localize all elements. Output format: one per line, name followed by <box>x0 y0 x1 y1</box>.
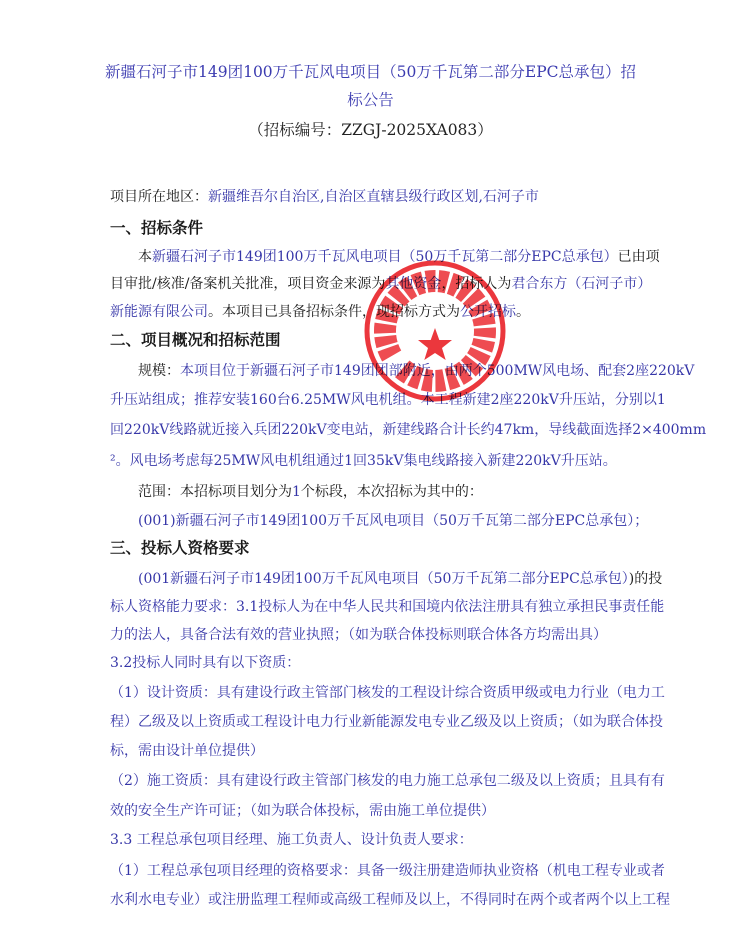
body-text-line <box>110 420 707 440</box>
official-seal-stamp <box>362 258 508 404</box>
static-text: 。 <box>516 304 530 320</box>
filled-field-text: 水利水电专业）或注册监理工程师或高级工程师及以上，不得同时在两个或者两个以上工程 <box>110 892 670 908</box>
body-text-line <box>110 683 665 703</box>
body-text-line <box>110 653 630 673</box>
document-title-line-1: 新疆石河子市149团100万千瓦风电项目（50万千瓦第二部分EPC总承包）招 <box>105 63 636 81</box>
filled-field-text: 新疆石河子市149团100万千瓦风电项目（50万千瓦第二部分EPC总承包） <box>152 249 618 265</box>
filled-field-text: 程）乙级及以上资质或工程设计电力行业新能源发电专业乙级及以上资质；（如为联合体投 <box>110 714 663 730</box>
body-text-line <box>110 712 663 732</box>
body-text-line <box>110 482 630 502</box>
filled-field-text: （1）工程总承包项目经理的资格要求：具备一级注册建造师执业资格（机电工程专业或者 <box>110 863 665 879</box>
body-text-line <box>110 771 665 791</box>
static-text: 一、招标条件 <box>110 218 204 237</box>
body-text-line <box>110 830 630 850</box>
filled-field-text: 新疆维吾尔自治区,自治区直辖县级行政区划,石河子市 <box>208 189 539 205</box>
filled-field-text: 标人资格能力要求：3.1投标人为在中华人民共和国境内依法注册具有独立承担民事责任能 <box>110 599 665 615</box>
tender-code: （招标编号：ZZGJ-2025XA083） <box>248 121 493 139</box>
filled-field-text: 回220kV线路就近接入兵团220kV变电站，新建线路合计长约47km，导线截面选择2×400mm <box>110 422 707 438</box>
body-text-line <box>110 597 665 617</box>
filled-field-text: (001新疆石河子市149团100万千瓦风电项目（50万千瓦第二部分EPC总承包） <box>138 571 629 587</box>
filled-field-text: 升压站组成；推荐安装160台6.25MW风电机组。本工程新建2座220kV升压站，分别以1 <box>110 392 666 408</box>
body-text-line <box>110 861 665 881</box>
filled-field-text: ²。风电场考虑每25MW风电机组通过1回35kV集电线路接入新建220kV升压站。 <box>110 453 617 469</box>
body-text-line <box>110 741 630 761</box>
body-text-line <box>110 451 630 471</box>
static-text: 个标段，本次招标为其中的： <box>300 484 483 500</box>
filled-field-text: 公开招标 <box>460 304 516 320</box>
filled-field-text: 1 <box>292 484 301 500</box>
filled-field-text: 本项目位于新疆石河子市149团团部附近，由两个500MW风电场、配套2座220kV <box>180 363 695 379</box>
filled-field-text: （1）设计资质：具有建设行政主管部门核发的工程设计综合资质甲级或电力行业（电力工 <box>110 685 665 701</box>
body-text-line <box>110 511 649 531</box>
static-text: 范围：本招标项目划分为 <box>138 484 292 500</box>
body-text-line <box>110 569 663 589</box>
star-icon <box>418 328 452 360</box>
section-heading <box>110 538 630 558</box>
static-text: ，招标人为 <box>441 276 512 292</box>
filled-field-text: 标，需由设计单位提供） <box>110 743 264 759</box>
filled-field-text: 3.3 工程总承包项目经理、施工负责人、设计负责人要求： <box>110 832 473 848</box>
body-text-line <box>110 625 630 645</box>
body-text-line <box>110 187 630 207</box>
static-text: )的投 <box>628 571 663 587</box>
section-heading <box>110 218 630 238</box>
filled-field-text: （2）施工资质：具有建设行政主管部门核发的电力施工总承包二级及以上资质；且具有有 <box>110 773 665 789</box>
filled-field-text: 效的安全生产许可证；（如为联合体投标，需由施工单位提供） <box>110 803 495 819</box>
body-text-line <box>110 890 670 910</box>
static-text: 本 <box>138 249 152 265</box>
filled-field-text: (001)新疆石河子市149团100万千瓦风电项目（50万千瓦第二部分EPC总承包）； <box>138 513 649 529</box>
filled-field-text: 3.2投标人同时具有以下资质： <box>110 655 301 671</box>
static-text: 已由项 <box>617 249 660 265</box>
static-text: 二、项目概况和招标范围 <box>110 330 281 349</box>
static-text: 。本项目已具备招标条件，现招标方式为 <box>208 304 460 320</box>
document-title-line-2: 标公告 <box>347 91 394 109</box>
static-text: 规模： <box>138 363 180 379</box>
filled-field-text: 新能源有限公司 <box>110 304 208 320</box>
static-text: 三、投标人资格要求 <box>110 538 250 557</box>
filled-field-text: 力的法人，具备合法有效的营业执照；（如为联合体投标则联合体各方均需出具） <box>110 627 607 643</box>
static-text: 项目所在地区： <box>110 189 208 205</box>
body-text-line <box>110 801 630 821</box>
static-text: 目审批/核准/备案机关批准，项目资金来源为 <box>110 276 386 292</box>
filled-field-text: 其他资金 <box>385 276 442 292</box>
filled-field-text: 君合东方（石河子市） <box>511 276 652 292</box>
